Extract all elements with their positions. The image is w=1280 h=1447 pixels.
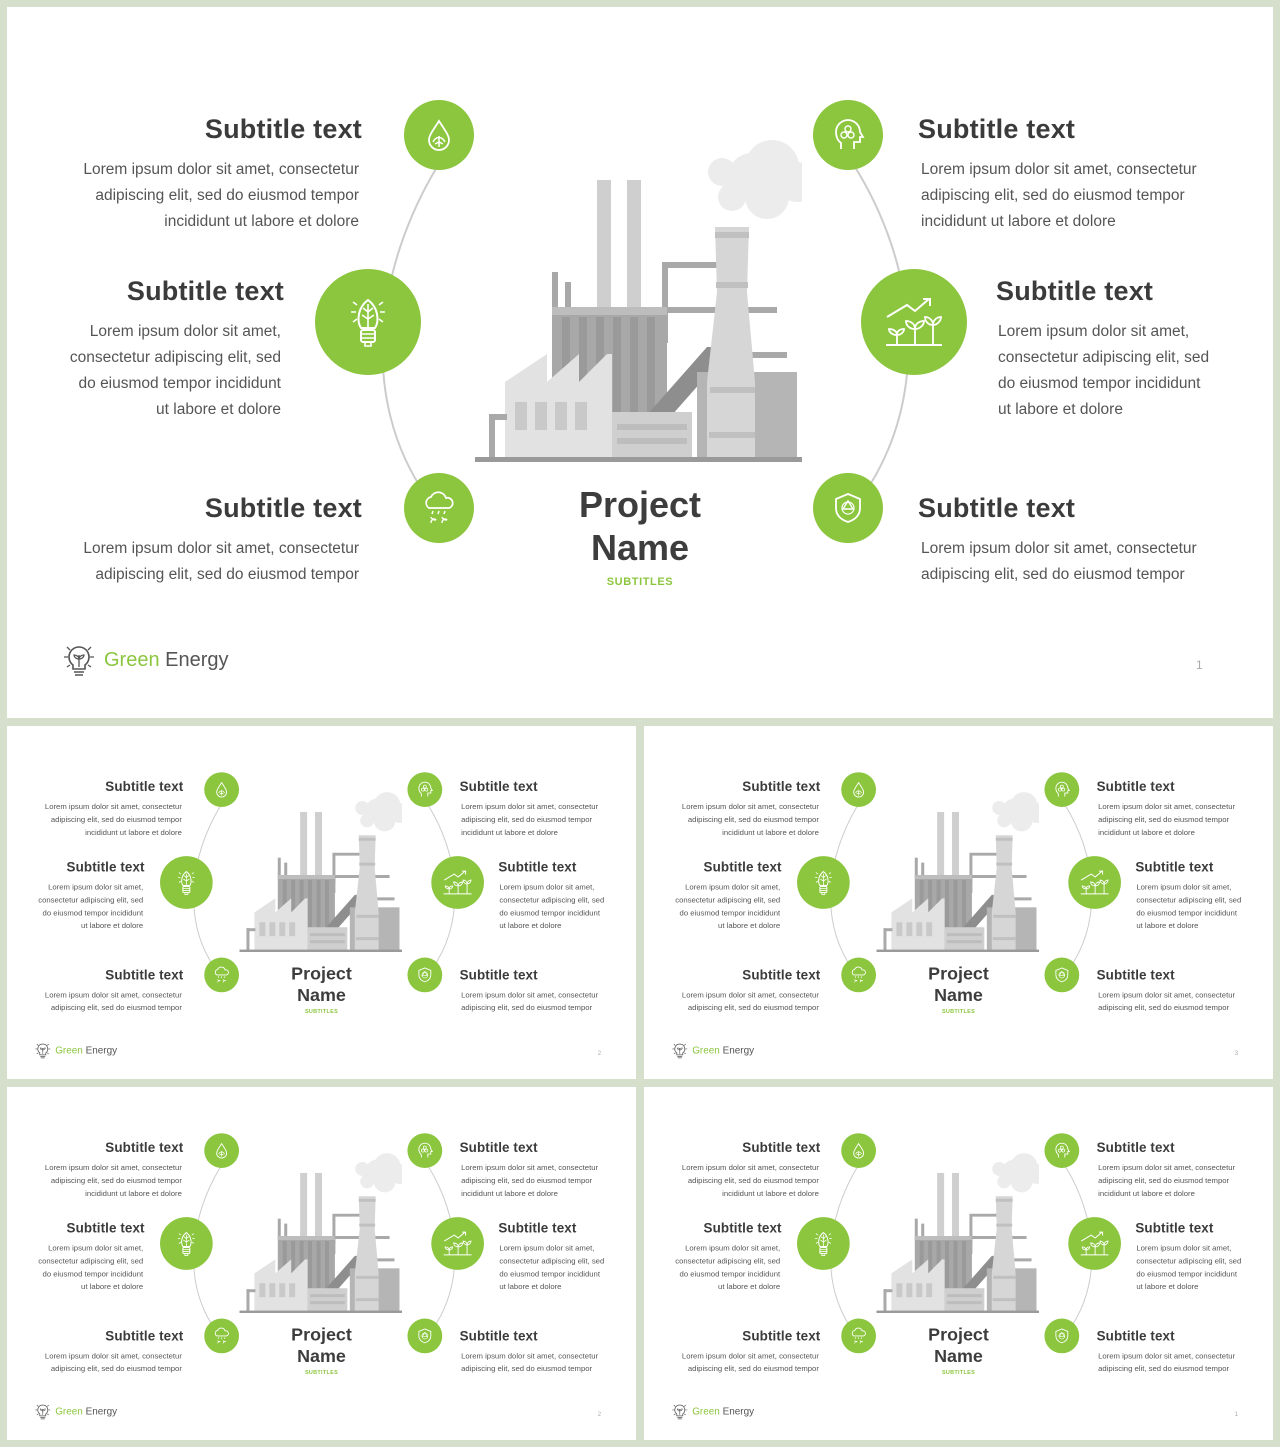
item-1-heading: Subtitle text bbox=[742, 1140, 821, 1156]
water-drop-leaf-icon bbox=[213, 781, 230, 798]
item-3-text: Lorem ipsum dolor sit amet, consectetur adipiscing elit, sed do eiusmod tempor bbox=[44, 990, 182, 1013]
recycle-shield-icon bbox=[831, 491, 865, 525]
growing-plants-chart-icon bbox=[442, 1230, 473, 1257]
brand-word-green: Green bbox=[55, 1405, 83, 1417]
item-3-heading: Subtitle text bbox=[204, 493, 362, 523]
item-3-heading: Subtitle text bbox=[742, 967, 821, 983]
brand-name bbox=[692, 1045, 754, 1056]
item-3-heading: Subtitle text bbox=[105, 967, 184, 983]
circle-head-leaves bbox=[813, 100, 883, 170]
project-title-line1: Project bbox=[578, 484, 702, 525]
recycle-shield-icon bbox=[1053, 1327, 1070, 1344]
lightbulb-leaf-icon bbox=[62, 641, 96, 679]
item-6-text: Lorem ipsum dolor sit amet, consectetur adipiscing elit, sed do eiusmod tempor bbox=[461, 1351, 599, 1374]
brand-logo bbox=[671, 1402, 754, 1421]
project-title-line2: Name bbox=[934, 984, 983, 1005]
circle-water-drop bbox=[204, 772, 239, 807]
leaf-bulb-icon bbox=[811, 1229, 836, 1259]
growing-plants-chart-icon bbox=[1079, 869, 1110, 896]
item-1-text: Lorem ipsum dolor sit amet, consectetur adipiscing elit, sed do eiusmod tempor incididunt ut labore et dolore bbox=[681, 802, 819, 837]
circle-leaf-bulb bbox=[160, 856, 213, 909]
item-5-text: Lorem ipsum dolor sit amet, consectetur adipiscing elit, sed do eiusmod tempor incididunt ut labore et dolore bbox=[998, 323, 1210, 418]
item-6-heading: Subtitle text bbox=[1096, 967, 1175, 983]
project-title bbox=[909, 962, 1008, 1005]
item-2-text: Lorem ipsum dolor sit amet, consectetur adipiscing elit, sed do eiusmod tempor incididunt ut labore et dolore bbox=[675, 1244, 781, 1292]
item-1-heading: Subtitle text bbox=[204, 114, 362, 144]
item-4-heading: Subtitle text bbox=[918, 114, 1076, 144]
lightbulb-leaf-icon bbox=[34, 1402, 51, 1421]
circle-growing-plants bbox=[861, 269, 967, 375]
item-5-heading: Subtitle text bbox=[498, 1220, 577, 1236]
item-6-heading: Subtitle text bbox=[1096, 1328, 1175, 1344]
cloud-rain-plant-icon bbox=[213, 1327, 231, 1345]
brand-name bbox=[692, 1406, 754, 1417]
brand-word-green: Green bbox=[692, 1405, 720, 1417]
page-number: 1 bbox=[1196, 658, 1203, 672]
circle-growing-plants bbox=[1068, 856, 1121, 909]
item-4-text: Lorem ipsum dolor sit amet, consectetur adipiscing elit, sed do eiusmod tempor incididunt ut labore et dolore bbox=[461, 802, 599, 837]
item-2-heading: Subtitle text bbox=[703, 1220, 782, 1236]
item-1-heading: Subtitle text bbox=[742, 779, 821, 795]
item-2-heading: Subtitle text bbox=[66, 859, 145, 875]
slide-thumbnail-4[interactable] bbox=[7, 1087, 636, 1440]
item-4-heading: Subtitle text bbox=[459, 779, 538, 795]
factory-illustration bbox=[467, 132, 802, 462]
slide-content bbox=[7, 1087, 636, 1440]
item-2-heading: Subtitle text bbox=[126, 276, 284, 306]
item-5-text: Lorem ipsum dolor sit amet, consectetur adipiscing elit, sed do eiusmod tempor incididunt ut labore et dolore bbox=[499, 883, 605, 931]
page-number: 2 bbox=[597, 1049, 602, 1057]
item-3-text: Lorem ipsum dolor sit amet, consectetur adipiscing elit, sed do eiusmod tempor bbox=[83, 540, 359, 583]
item-5-text: Lorem ipsum dolor sit amet, consectetur adipiscing elit, sed do eiusmod tempor incididunt ut labore et dolore bbox=[1136, 883, 1242, 931]
recycle-shield-icon bbox=[1053, 966, 1070, 983]
circle-cloud-rain bbox=[404, 473, 474, 543]
slide-content bbox=[644, 726, 1273, 1079]
circle-water-drop bbox=[204, 1133, 239, 1168]
project-title-line1: Project bbox=[291, 1323, 352, 1345]
item-6-text: Lorem ipsum dolor sit amet, consectetur adipiscing elit, sed do eiusmod tempor bbox=[1098, 990, 1236, 1013]
circle-water-drop bbox=[404, 100, 474, 170]
item-4-heading: Subtitle text bbox=[1096, 779, 1175, 795]
item-2-text: Lorem ipsum dolor sit amet, consectetur adipiscing elit, sed do eiusmod tempor incididunt ut labore et dolore bbox=[69, 323, 281, 418]
brand-logo bbox=[34, 1402, 117, 1421]
brand-logo bbox=[62, 641, 229, 679]
circle-cloud-rain bbox=[841, 958, 876, 993]
head-leaves-icon bbox=[416, 781, 433, 798]
project-subtitles: SUBTITLES bbox=[941, 1369, 976, 1376]
item-4-text: Lorem ipsum dolor sit amet, consectetur adipiscing elit, sed do eiusmod tempor incididunt ut labore et dolore bbox=[921, 161, 1197, 230]
water-drop-leaf-icon bbox=[422, 118, 456, 152]
brand-word-energy: Energy bbox=[85, 1044, 118, 1056]
item-6-heading: Subtitle text bbox=[918, 493, 1076, 523]
item-1-text: Lorem ipsum dolor sit amet, consectetur adipiscing elit, sed do eiusmod tempor incididunt ut labore et dolore bbox=[681, 1163, 819, 1198]
circle-recycle-shield bbox=[407, 1319, 442, 1354]
item-5-heading: Subtitle text bbox=[1135, 1220, 1214, 1236]
slide-content bbox=[7, 7, 1273, 718]
item-5-heading: Subtitle text bbox=[996, 276, 1154, 306]
item-1-heading: Subtitle text bbox=[105, 779, 184, 795]
item-6-text: Lorem ipsum dolor sit amet, consectetur adipiscing elit, sed do eiusmod tempor bbox=[921, 540, 1197, 583]
cloud-rain-plant-icon bbox=[213, 966, 231, 984]
project-subtitles: SUBTITLES bbox=[304, 1008, 339, 1015]
circle-recycle-shield bbox=[813, 473, 883, 543]
cloud-rain-plant-icon bbox=[850, 966, 868, 984]
circle-water-drop bbox=[841, 772, 876, 807]
leaf-bulb-icon bbox=[174, 1229, 199, 1259]
project-title-line2: Name bbox=[297, 1345, 346, 1366]
growing-plants-chart-icon bbox=[442, 869, 473, 896]
brand-word-energy: Energy bbox=[165, 648, 229, 671]
project-title bbox=[909, 1323, 1008, 1366]
lightbulb-leaf-icon bbox=[671, 1041, 688, 1060]
slide-content bbox=[7, 726, 636, 1079]
item-1-text: Lorem ipsum dolor sit amet, consectetur adipiscing elit, sed do eiusmod tempor incididunt ut labore et dolore bbox=[83, 161, 359, 230]
item-4-text: Lorem ipsum dolor sit amet, consectetur adipiscing elit, sed do eiusmod tempor incididunt ut labore et dolore bbox=[1098, 802, 1236, 837]
circle-leaf-bulb bbox=[797, 856, 850, 909]
water-drop-leaf-icon bbox=[850, 781, 867, 798]
item-3-heading: Subtitle text bbox=[105, 1328, 184, 1344]
brand-name bbox=[55, 1406, 117, 1417]
project-subtitles: SUBTITLES bbox=[304, 1369, 339, 1376]
cloud-rain-plant-icon bbox=[850, 1327, 868, 1345]
brand-word-energy: Energy bbox=[722, 1405, 755, 1417]
growing-plants-chart-icon bbox=[883, 295, 945, 349]
water-drop-leaf-icon bbox=[213, 1142, 230, 1159]
factory-illustration bbox=[873, 788, 1039, 952]
circle-head-leaves bbox=[407, 772, 442, 807]
item-3-heading: Subtitle text bbox=[742, 1328, 821, 1344]
factory-illustration bbox=[873, 1149, 1039, 1313]
brand-logo bbox=[671, 1041, 754, 1060]
project-title-line1: Project bbox=[928, 1323, 989, 1345]
item-2-text: Lorem ipsum dolor sit amet, consectetur adipiscing elit, sed do eiusmod tempor incididunt ut labore et dolore bbox=[675, 883, 781, 931]
project-title bbox=[540, 483, 740, 569]
item-6-heading: Subtitle text bbox=[459, 1328, 538, 1344]
brand-word-energy: Energy bbox=[85, 1405, 118, 1417]
circle-growing-plants bbox=[1068, 1217, 1121, 1270]
project-subtitles: SUBTITLES bbox=[606, 576, 674, 588]
leaf-bulb-icon bbox=[174, 868, 199, 898]
lightbulb-leaf-icon bbox=[34, 1041, 51, 1060]
head-leaves-icon bbox=[416, 1142, 433, 1159]
item-5-text: Lorem ipsum dolor sit amet, consectetur adipiscing elit, sed do eiusmod tempor incididunt ut labore et dolore bbox=[1136, 1244, 1242, 1292]
circle-recycle-shield bbox=[1044, 958, 1079, 993]
leaf-bulb-icon bbox=[343, 292, 393, 352]
item-4-heading: Subtitle text bbox=[459, 1140, 538, 1156]
item-6-text: Lorem ipsum dolor sit amet, consectetur adipiscing elit, sed do eiusmod tempor bbox=[1098, 1351, 1236, 1374]
head-leaves-icon bbox=[1053, 1142, 1070, 1159]
project-title-line1: Project bbox=[928, 962, 989, 984]
circle-head-leaves bbox=[407, 1133, 442, 1168]
brand-word-green: Green bbox=[104, 648, 160, 671]
circle-cloud-rain bbox=[841, 1319, 876, 1354]
item-4-text: Lorem ipsum dolor sit amet, consectetur adipiscing elit, sed do eiusmod tempor incididunt ut labore et dolore bbox=[1098, 1163, 1236, 1198]
item-2-text: Lorem ipsum dolor sit amet, consectetur adipiscing elit, sed do eiusmod tempor incididunt ut labore et dolore bbox=[38, 883, 144, 931]
brand-logo bbox=[34, 1041, 117, 1060]
page-number: 1 bbox=[1234, 1410, 1239, 1418]
circle-growing-plants bbox=[431, 856, 484, 909]
item-3-text: Lorem ipsum dolor sit amet, consectetur adipiscing elit, sed do eiusmod tempor bbox=[44, 1351, 182, 1374]
factory-illustration bbox=[236, 788, 402, 952]
head-leaves-icon bbox=[1053, 781, 1070, 798]
project-title-line2: Name bbox=[297, 984, 346, 1005]
item-5-heading: Subtitle text bbox=[498, 859, 577, 875]
page-number: 3 bbox=[1234, 1049, 1239, 1057]
project-subtitles: SUBTITLES bbox=[941, 1008, 976, 1015]
item-4-heading: Subtitle text bbox=[1096, 1140, 1175, 1156]
circle-leaf-bulb bbox=[160, 1217, 213, 1270]
circle-recycle-shield bbox=[407, 958, 442, 993]
circle-cloud-rain bbox=[204, 1319, 239, 1354]
project-title-line2: Name bbox=[934, 1345, 983, 1366]
circle-recycle-shield bbox=[1044, 1319, 1079, 1354]
slide-1[interactable] bbox=[7, 7, 1273, 718]
lightbulb-leaf-icon bbox=[671, 1402, 688, 1421]
circle-head-leaves bbox=[1044, 1133, 1079, 1168]
item-3-text: Lorem ipsum dolor sit amet, consectetur adipiscing elit, sed do eiusmod tempor bbox=[681, 1351, 819, 1374]
slide-content bbox=[644, 1087, 1273, 1440]
item-1-heading: Subtitle text bbox=[105, 1140, 184, 1156]
circle-water-drop bbox=[841, 1133, 876, 1168]
circle-leaf-bulb bbox=[315, 269, 421, 375]
project-title-line2: Name bbox=[590, 527, 690, 568]
project-title-line1: Project bbox=[291, 962, 352, 984]
recycle-shield-icon bbox=[416, 966, 433, 983]
circle-growing-plants bbox=[431, 1217, 484, 1270]
recycle-shield-icon bbox=[416, 1327, 433, 1344]
item-2-text: Lorem ipsum dolor sit amet, consectetur adipiscing elit, sed do eiusmod tempor incididunt ut labore et dolore bbox=[38, 1244, 144, 1292]
leaf-bulb-icon bbox=[811, 868, 836, 898]
brand-word-green: Green bbox=[692, 1044, 720, 1056]
item-5-heading: Subtitle text bbox=[1135, 859, 1214, 875]
slide-thumbnail-5[interactable] bbox=[644, 1087, 1273, 1440]
slide-thumbnail-3[interactable] bbox=[644, 726, 1273, 1079]
circle-cloud-rain bbox=[204, 958, 239, 993]
brand-word-green: Green bbox=[55, 1044, 83, 1056]
cloud-rain-plant-icon bbox=[421, 490, 457, 526]
item-2-heading: Subtitle text bbox=[703, 859, 782, 875]
brand-name bbox=[104, 649, 229, 672]
item-2-heading: Subtitle text bbox=[66, 1220, 145, 1236]
item-1-text: Lorem ipsum dolor sit amet, consectetur adipiscing elit, sed do eiusmod tempor incididunt ut labore et dolore bbox=[44, 1163, 182, 1198]
project-title bbox=[272, 962, 371, 1005]
item-5-text: Lorem ipsum dolor sit amet, consectetur adipiscing elit, sed do eiusmod tempor incididunt ut labore et dolore bbox=[499, 1244, 605, 1292]
brand-word-energy: Energy bbox=[722, 1044, 755, 1056]
water-drop-leaf-icon bbox=[850, 1142, 867, 1159]
item-4-text: Lorem ipsum dolor sit amet, consectetur adipiscing elit, sed do eiusmod tempor incididunt ut labore et dolore bbox=[461, 1163, 599, 1198]
item-3-text: Lorem ipsum dolor sit amet, consectetur adipiscing elit, sed do eiusmod tempor bbox=[681, 990, 819, 1013]
project-title bbox=[272, 1323, 371, 1366]
slide-thumbnail-2[interactable] bbox=[7, 726, 636, 1079]
factory-illustration bbox=[236, 1149, 402, 1313]
item-1-text: Lorem ipsum dolor sit amet, consectetur adipiscing elit, sed do eiusmod tempor incididunt ut labore et dolore bbox=[44, 802, 182, 837]
growing-plants-chart-icon bbox=[1079, 1230, 1110, 1257]
head-leaves-icon bbox=[831, 118, 865, 152]
brand-name bbox=[55, 1045, 117, 1056]
circle-leaf-bulb bbox=[797, 1217, 850, 1270]
item-6-heading: Subtitle text bbox=[459, 967, 538, 983]
page-number: 2 bbox=[597, 1410, 602, 1418]
circle-head-leaves bbox=[1044, 772, 1079, 807]
item-6-text: Lorem ipsum dolor sit amet, consectetur adipiscing elit, sed do eiusmod tempor bbox=[461, 990, 599, 1013]
